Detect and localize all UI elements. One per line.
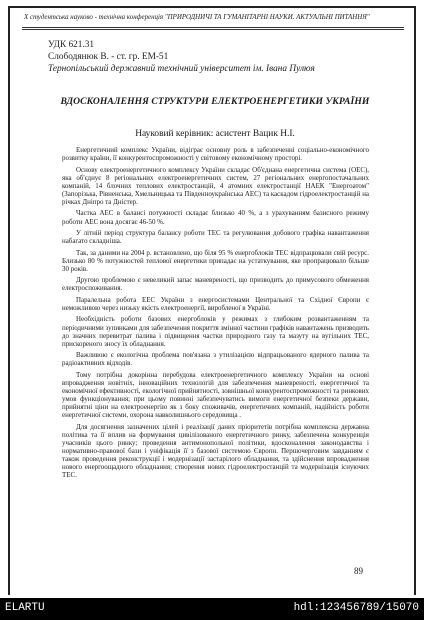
paragraph: Так, за даними на 2004 р. встановлено, що біля 95 % енергоблоків ТЕС відпрацювали свій ресурс. Близько 80 % потужностей теплової енергетики припадає на устаткування, яке пропрацювало більше 30 років. <box>62 248 369 273</box>
paragraph: Енергетичний комплекс України, відіграє основну роль в забезпеченні соціально-економічного розвитку країни, її конкурентоспроможності у світовому економічному просторі. <box>62 146 369 163</box>
page-number: 89 <box>354 566 363 576</box>
repository-footer <box>0 598 424 620</box>
paragraph: Частка АЕС в балансі потужності складає близько 40 %, а з урахуванням базисного режиму роботи АЕС вона досягає 46-50 %. <box>62 209 369 226</box>
header-rule <box>22 27 404 28</box>
paragraph: Необхідність роботи базових енергоблоків у режимах з глибоким розвантаженням та періодичними зупинками для забезпечення покриття змінної частини графіків навантажень призводить до значних перевитрат палива і підвищення частки природного газу та мазуту на вугільних ТЕС, прискореного зносу їх обладнання. <box>62 315 369 348</box>
paragraph: Другою проблемою є невеликий запас маневреності, що призводить до примусового обмеження електроспоживання. <box>62 276 369 293</box>
conference-header: X студентська науково - технічна конференція "ПРИРОДНИЧІ ТА ГУМАНІТАРНІ НАУКИ. АКТУАЛЬНІ ПИТАННЯ" <box>24 14 370 21</box>
author-line: Слободянюк В. - ст. гр. ЕМ-51 <box>48 52 169 62</box>
paragraph: Важливою є екологічна проблема пов'язана з утилізацією відпрацьованого ядерного палива та радіоактивних відходів. <box>62 351 369 368</box>
header-rule <box>22 29 404 30</box>
university-line: Тернопільський державний технічний університет ім. Івана Пулюя <box>48 64 315 74</box>
repository-name: ELARTU <box>5 602 45 614</box>
supervisor-line: Науковий керівник: асистент Вацик Н.І. <box>135 129 295 139</box>
handle-id: hdl:123456789/15070 <box>293 602 419 614</box>
article-title: ВДОСКОНАЛЕННЯ СТРУКТУРИ ЕЛЕКТРОЕНЕРГЕТИКИ УКРАЇНИ <box>60 96 370 107</box>
paragraph: Паралельна робота ЕЕС України з енергосистемами Центральної та Східної Європи є неможливою через низьку якість електроенергії, виробленої в Україні. <box>62 295 369 312</box>
paragraph: Основу електроенергетичного комплексу України складає Об'єднана енергетична система (ОЕС), яка об'єднує 8 регіональних електроенергетичних систем, 27 регіональних енергопостачальних компаній, 14 блочних теплових електростанцій, 4 атомних електростанції НАЕК "Енергоатом" (Запорізька, Рівненська, Хмельницька та Південноукраїнська АЕС) та каскадом гідроелектростанцій на річках Дніпро та Дністер. <box>62 165 369 206</box>
udc-code: УДК 621.31 <box>48 40 95 50</box>
paragraph: У літній період структура балансу роботи ТЕС та регулювання добового графіка навантаження набагато складніша. <box>62 229 369 246</box>
paragraph: Для досягнення зазначених цілей і реалізації даних пріоритетів потрібна комплексна державна політика та її вплив на формування цивілізованого енергетичного ринку, забезпечена конкуренція учасників цього ринку; проведення антимонопольної політики, вдосконалення законодавства і нормативно-правової бази і уніфікація її з базової системою Європи. Першочерговим завданням є також проведення реконструкції і модернізації застарілого обладнання, та здійснення впровадження нового енергоощадного обладнання; створення нових гідроелектростанцій та модернізація існуючих ТЕС. <box>62 422 369 480</box>
paragraph: Тому потрібна докорінна перебудова електроенергетичного комплексу України на основі впровадження новітніх, інноваційних технологій для забезпечення маневреності, енергетичної та економічної ефективності, екологічної прийнятності, зовнішньої конкурентоспроможності та ринкових умов функціонування; при цьому повинні забезпечуватись вимоги енергетичної безпеки держави, прийнятні ціни на електроенергію як з боку споживачів, енергетичних компаній, надійність роботи енергетичної системи, охорона навколишнього середовища . <box>62 370 369 420</box>
article-body <box>62 146 369 483</box>
